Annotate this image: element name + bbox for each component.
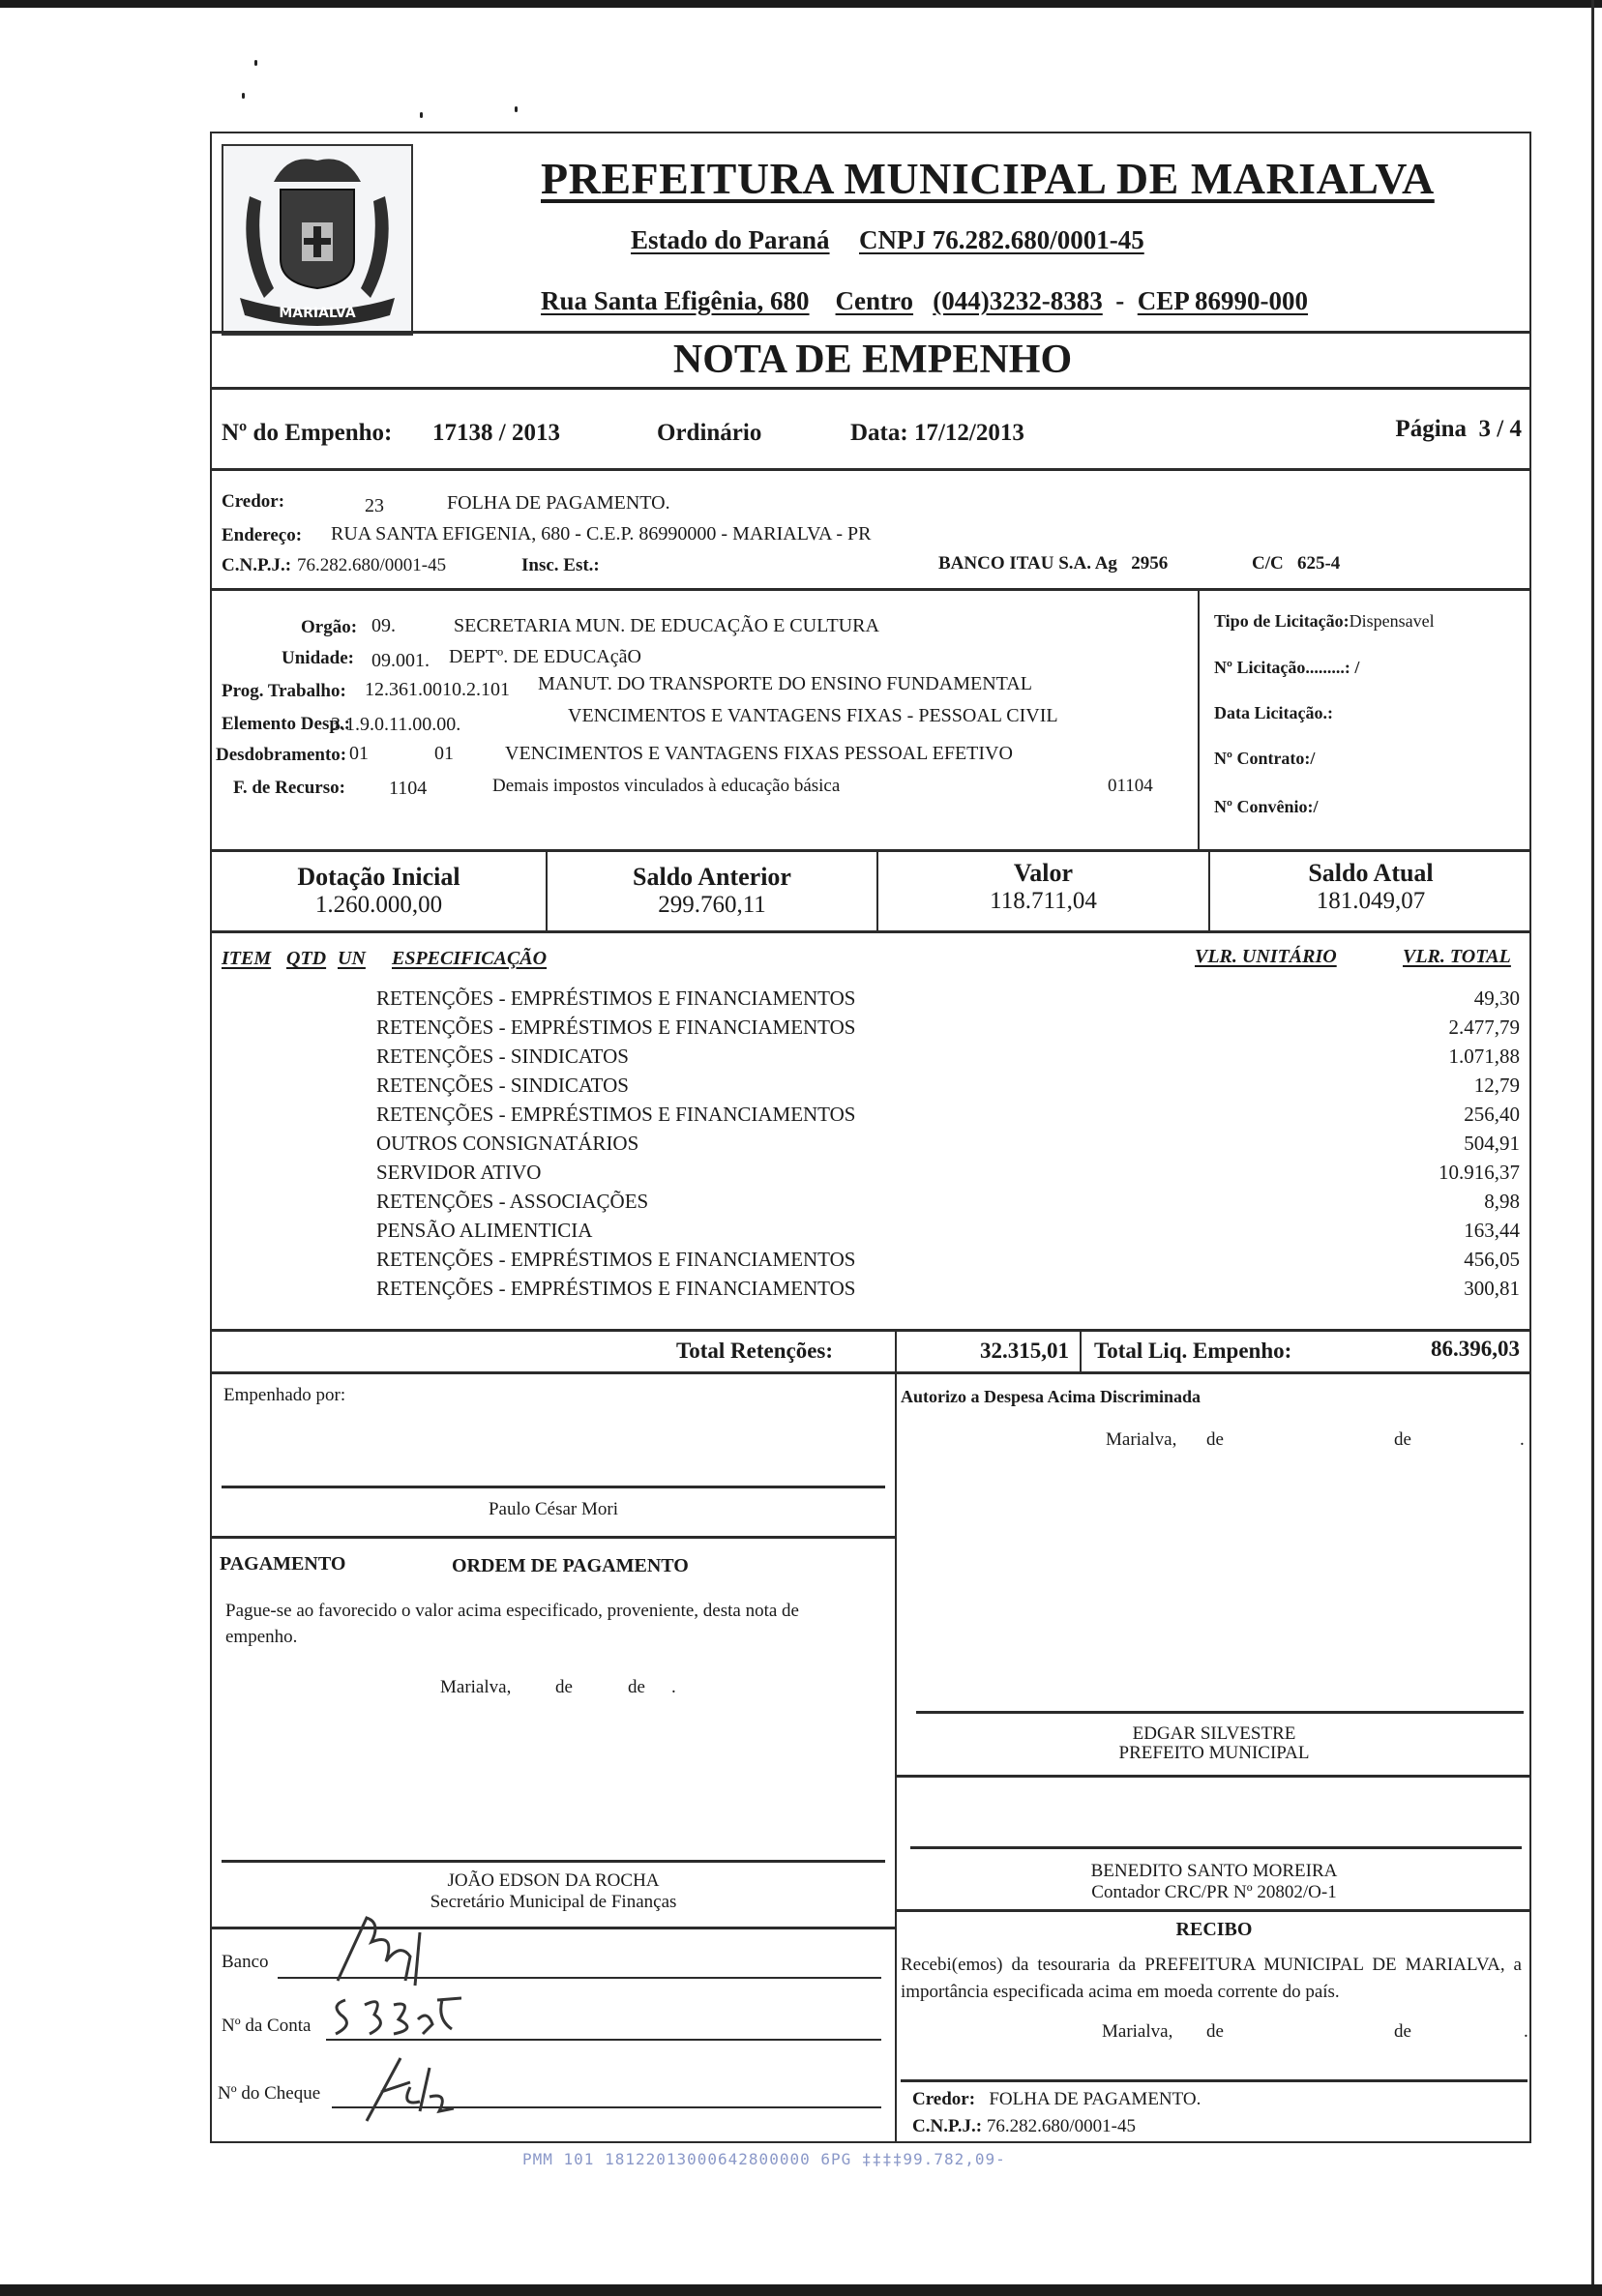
column-divider (1080, 1331, 1082, 1371)
recurso-code: 1104 (389, 778, 428, 799)
document-title: NOTA DE EMPENHO (672, 338, 1073, 382)
balance-dotacao-inicial (212, 863, 546, 919)
bank-authentication-stamp: PMM 101 18122013000642800000 6PG ‡‡‡‡99.782,09- (522, 2150, 1006, 2168)
empenho-type: Ordinário (657, 420, 762, 446)
total-retencoes-value: 32.315,01 (980, 1339, 1069, 1363)
insc-est-label: Insc. Est.: (521, 555, 600, 575)
bank-agency: 2956 (1131, 553, 1169, 574)
scan-edge-bottom (0, 2284, 1602, 2296)
item-spec: SERVIDOR ATIVO (376, 1161, 542, 1184)
balance-label: Valor (1013, 859, 1074, 887)
divider (212, 387, 1531, 390)
banco-signature-icon (328, 1913, 434, 1990)
item-row (212, 1190, 1533, 1219)
state-name: Estado do Paraná (631, 225, 830, 254)
account-number: 625-4 (1296, 553, 1341, 574)
page-indicator (1395, 416, 1522, 443)
unidade-label: Unidade: (282, 648, 354, 668)
pagamento-text: Pague-se ao favorecido o valor acima especificado, proveniente, desta nota de empenho. (225, 1601, 799, 1647)
empenhado-signer: Paulo César Mori (488, 1499, 619, 1519)
item-total: 12,79 (1473, 1074, 1520, 1097)
divider (212, 1329, 1531, 1332)
date-value: 17/12/2013 (913, 420, 1024, 446)
balance-value: 118.711,04 (990, 888, 1097, 914)
scan-edge-right (1591, 0, 1594, 2284)
balance-valor (878, 859, 1208, 915)
pagamento-label: PAGAMENTO (220, 1553, 346, 1575)
item-spec: PENSÃO ALIMENTICIA (376, 1219, 593, 1242)
balance-label: Saldo Atual (1308, 859, 1434, 887)
recibo-cnpj-label: C.N.P.J.: (912, 2116, 983, 2136)
cheque-signature-icon (357, 2048, 463, 2135)
prefeitura-address-line (541, 286, 1308, 316)
divider (212, 849, 1531, 852)
elemento-label: Elemento Desp.: (222, 714, 350, 734)
orgao-code: 09. (371, 615, 396, 636)
signature-line (916, 1711, 1524, 1714)
recurso-desc: Demais impostos vinculados à educação básica (492, 776, 841, 796)
col-item: ITEM (222, 948, 272, 969)
balance-saldo-anterior (548, 863, 876, 919)
signature-line (901, 2079, 1528, 2082)
item-spec: RETENÇÕES - EMPRÉSTIMOS E FINANCIAMENTOS (376, 986, 856, 1010)
total-retencoes-label: Total Retenções: (676, 1339, 834, 1363)
item-row (212, 1016, 1533, 1045)
balance-value: 299.760,11 (658, 892, 766, 918)
prefeitura-title: PREFEITURA MUNICIPAL DE MARIALVA (541, 154, 1435, 203)
unidade-code: 09.001. (371, 650, 430, 671)
contador-name: BENEDITO SANTO MOREIRA (1090, 1861, 1338, 1881)
page-number: 3 / 4 (1478, 416, 1522, 442)
prog-trabalho-code: 12.361.0010.2.101 (365, 679, 510, 700)
balance-saldo-atual (1210, 859, 1531, 915)
autorizo-title: Autorizo a Despesa Acima Discriminada (901, 1387, 1201, 1406)
col-vlr-total: VLR. TOTAL (1403, 946, 1511, 967)
prefeitura-phone: (044)3232-8383 (933, 286, 1103, 315)
item-spec: RETENÇÕES - ASSOCIAÇÕES (376, 1190, 649, 1213)
item-row (212, 1103, 1533, 1132)
item-row (212, 1248, 1533, 1277)
item-spec: RETENÇÕES - SINDICATOS (376, 1045, 629, 1068)
numero-convenio: Nº Convênio:/ (1214, 797, 1319, 816)
recibo-title: RECIBO (1175, 1919, 1253, 1940)
item-total: 1.071,88 (1448, 1045, 1520, 1068)
recibo-cnpj (912, 2116, 1136, 2137)
column-divider (1198, 590, 1200, 849)
prefeitura-cnpj: CNPJ 76.282.680/0001-45 (859, 225, 1144, 254)
svg-text:MARIALVA: MARIALVA (279, 306, 356, 321)
prefeitura-district: Centro (835, 286, 914, 315)
scan-edge-top (0, 0, 1602, 8)
autorizo-de-2: de (1394, 1429, 1411, 1450)
pagamento-signer-role: Secretário Municipal de Finanças (430, 1892, 677, 1912)
item-spec: RETENÇÕES - EMPRÉSTIMOS E FINANCIAMENTOS (376, 1103, 856, 1126)
item-row (212, 1277, 1533, 1306)
tipo-licitacao-value: Dispensavel (1349, 611, 1435, 631)
municipal-coat-of-arms-icon (221, 143, 414, 337)
credor-label: Credor: (222, 491, 285, 512)
item-total: 49,30 (1473, 986, 1520, 1010)
item-row (212, 1074, 1533, 1103)
nota-de-empenho-form (210, 132, 1531, 2143)
prefeito-role: PREFEITO MUNICIPAL (1118, 1743, 1310, 1763)
desdobramento-code-2: 01 (434, 743, 454, 764)
account-label: C/C (1252, 553, 1284, 574)
conta-label: Nº da Conta (222, 2016, 312, 2036)
empenhado-por-label: Empenhado por: (223, 1385, 346, 1405)
pagamento-place: Marialva, (440, 1677, 512, 1697)
item-row (212, 1161, 1533, 1190)
balance-value: 181.049,07 (1316, 888, 1426, 914)
data-licitacao: Data Licitação.: (1214, 703, 1333, 722)
item-total: 2.477,79 (1448, 1016, 1520, 1039)
item-row (212, 1132, 1533, 1161)
item-row (212, 1045, 1533, 1074)
divider (212, 468, 1531, 471)
unidade-desc: DEPTº. DE EDUCAçãO (449, 646, 641, 667)
recibo-de-1: de (1206, 2021, 1224, 2042)
tipo-licitacao-label: Tipo de Licitação: (1214, 611, 1350, 631)
orgao-label: Orgão: (301, 617, 358, 637)
bank-name: BANCO ITAU S.A. Ag (938, 553, 1117, 574)
item-total: 504,91 (1464, 1132, 1520, 1155)
pagamento-signer: JOÃO EDSON DA ROCHA (447, 1870, 660, 1891)
desdobramento-code-1: 01 (349, 743, 369, 764)
contador-role: Contador CRC/PR Nº 20802/O-1 (1091, 1882, 1337, 1902)
divider (212, 930, 1531, 933)
empenho-number: 17138 / 2013 (432, 420, 560, 446)
divider (897, 1909, 1531, 1912)
credor-account (1252, 553, 1340, 574)
item-spec: RETENÇÕES - EMPRÉSTIMOS E FINANCIAMENTOS (376, 1016, 856, 1039)
item-total: 300,81 (1464, 1277, 1520, 1300)
address-label: Endereço: (222, 525, 303, 545)
item-total: 10.916,37 (1439, 1161, 1520, 1184)
divider (897, 1775, 1531, 1778)
numero-licitacao: Nº Licitação.........: / (1214, 658, 1360, 677)
banco-label: Banco (222, 1952, 269, 1972)
item-total: 456,05 (1464, 1248, 1520, 1271)
item-total: 163,44 (1464, 1219, 1520, 1242)
recibo-place: Marialva, (1102, 2021, 1173, 2042)
item-total: 8,98 (1484, 1190, 1520, 1213)
elemento-desc: VENCIMENTOS E VANTAGENS FIXAS - PESSOAL CIVIL (568, 705, 1058, 726)
item-row (212, 1219, 1533, 1248)
col-qtd: QTD (286, 948, 327, 969)
balance-label: Saldo Anterior (633, 863, 791, 891)
col-especificacao: ESPECIFICAÇÃO (392, 948, 548, 969)
credor-address: RUA SANTA EFIGENIA, 680 - C.E.P. 86990000 - MARIALVA - PR (331, 523, 872, 545)
prefeitura-street: Rua Santa Efigênia, 680 (541, 286, 810, 315)
total-liquido-value: 86.396,03 (1431, 1337, 1520, 1361)
divider (212, 1371, 1531, 1374)
item-spec: RETENÇÕES - EMPRÉSTIMOS E FINANCIAMENTOS (376, 1277, 856, 1300)
pagamento-de-2: de (628, 1677, 645, 1697)
item-spec: RETENÇÕES - SINDICATOS (376, 1074, 629, 1097)
divider (212, 1927, 895, 1929)
pagamento-de-1: de (555, 1677, 573, 1697)
item-spec: RETENÇÕES - EMPRÉSTIMOS E FINANCIAMENTOS (376, 1248, 856, 1271)
recibo-credor-label: Credor: (912, 2089, 976, 2109)
recibo-dot: . (1524, 2021, 1528, 2042)
recibo-de-2: de (1394, 2021, 1411, 2042)
scan-speck (420, 112, 423, 118)
credor-cnpj: 76.282.680/0001-45 (297, 555, 447, 575)
autorizo-dot: . (1520, 1429, 1525, 1450)
prefeitura-cep: CEP 86990-000 (1137, 286, 1309, 315)
date-label: Data: (850, 420, 908, 446)
signature-line (222, 1860, 885, 1863)
divider (212, 588, 1531, 591)
item-row (212, 986, 1533, 1016)
item-total: 256,40 (1464, 1103, 1520, 1126)
total-liquido-label: Total Liq. Empenho: (1094, 1339, 1292, 1363)
autorizo-de-1: de (1206, 1429, 1224, 1450)
credor-name: FOLHA DE PAGAMENTO. (447, 492, 670, 514)
separator: - (1115, 286, 1125, 315)
ordem-pagamento-title: ORDEM DE PAGAMENTO (452, 1555, 689, 1576)
autorizo-place: Marialva, (1106, 1429, 1177, 1450)
recurso-label: F. de Recurso: (233, 778, 345, 798)
balance-value: 1.260.000,00 (314, 892, 443, 918)
empenho-number-label: Nº do Empenho: (222, 420, 393, 446)
credor-code: 23 (365, 495, 384, 516)
signature-line (910, 1846, 1522, 1849)
cnpj-label: C.N.P.J.: (222, 555, 292, 575)
balance-label: Dotação Inicial (297, 863, 460, 891)
col-un: UN (338, 948, 366, 969)
credor-bank (938, 553, 1168, 574)
scan-speck (254, 60, 257, 66)
recibo-text: Recebi(emos) da tesouraria da PREFEITURA MUNICIPAL DE MARIALVA, a importância especificada acima em moeda corrente do país. (901, 1955, 1522, 2002)
conta-handwritten-number-icon (326, 1990, 461, 2044)
page-label: Página (1395, 416, 1468, 442)
recibo-credor-name: FOLHA DE PAGAMENTO. (989, 2089, 1202, 2109)
elemento-code: 3.1.9.0.11.00.00. (331, 714, 461, 735)
prog-trabalho-desc: MANUT. DO TRANSPORTE DO ENSINO FUNDAMENTAL (538, 673, 1032, 694)
recibo-credor (912, 2089, 1201, 2110)
divider (212, 331, 1531, 334)
numero-contrato: Nº Contrato:/ (1214, 749, 1316, 768)
cheque-label: Nº do Cheque (218, 2083, 321, 2104)
scan-speck (242, 93, 245, 99)
col-vlr-unitario: VLR. UNITÁRIO (1195, 946, 1337, 967)
prog-trabalho-label: Prog. Trabalho: (222, 681, 346, 701)
empenho-date (850, 420, 1024, 447)
item-spec: OUTROS CONSIGNATÁRIOS (376, 1132, 639, 1155)
orgao-desc: SECRETARIA MUN. DE EDUCAÇÃO E CULTURA (454, 615, 879, 636)
recibo-cnpj-value: 76.282.680/0001-45 (986, 2116, 1136, 2136)
desdobramento-label: Desdobramento: (216, 745, 347, 765)
divider (212, 1536, 895, 1539)
tipo-licitacao (1214, 611, 1435, 632)
pagamento-dot: . (671, 1677, 676, 1697)
scan-speck (515, 106, 518, 112)
desdobramento-desc: VENCIMENTOS E VANTAGENS FIXAS PESSOAL EFETIVO (505, 743, 1013, 764)
prefeito-name: EDGAR SILVESTRE (1132, 1723, 1296, 1744)
signature-line (222, 1486, 885, 1488)
recurso-code-2: 01104 (1108, 776, 1153, 796)
